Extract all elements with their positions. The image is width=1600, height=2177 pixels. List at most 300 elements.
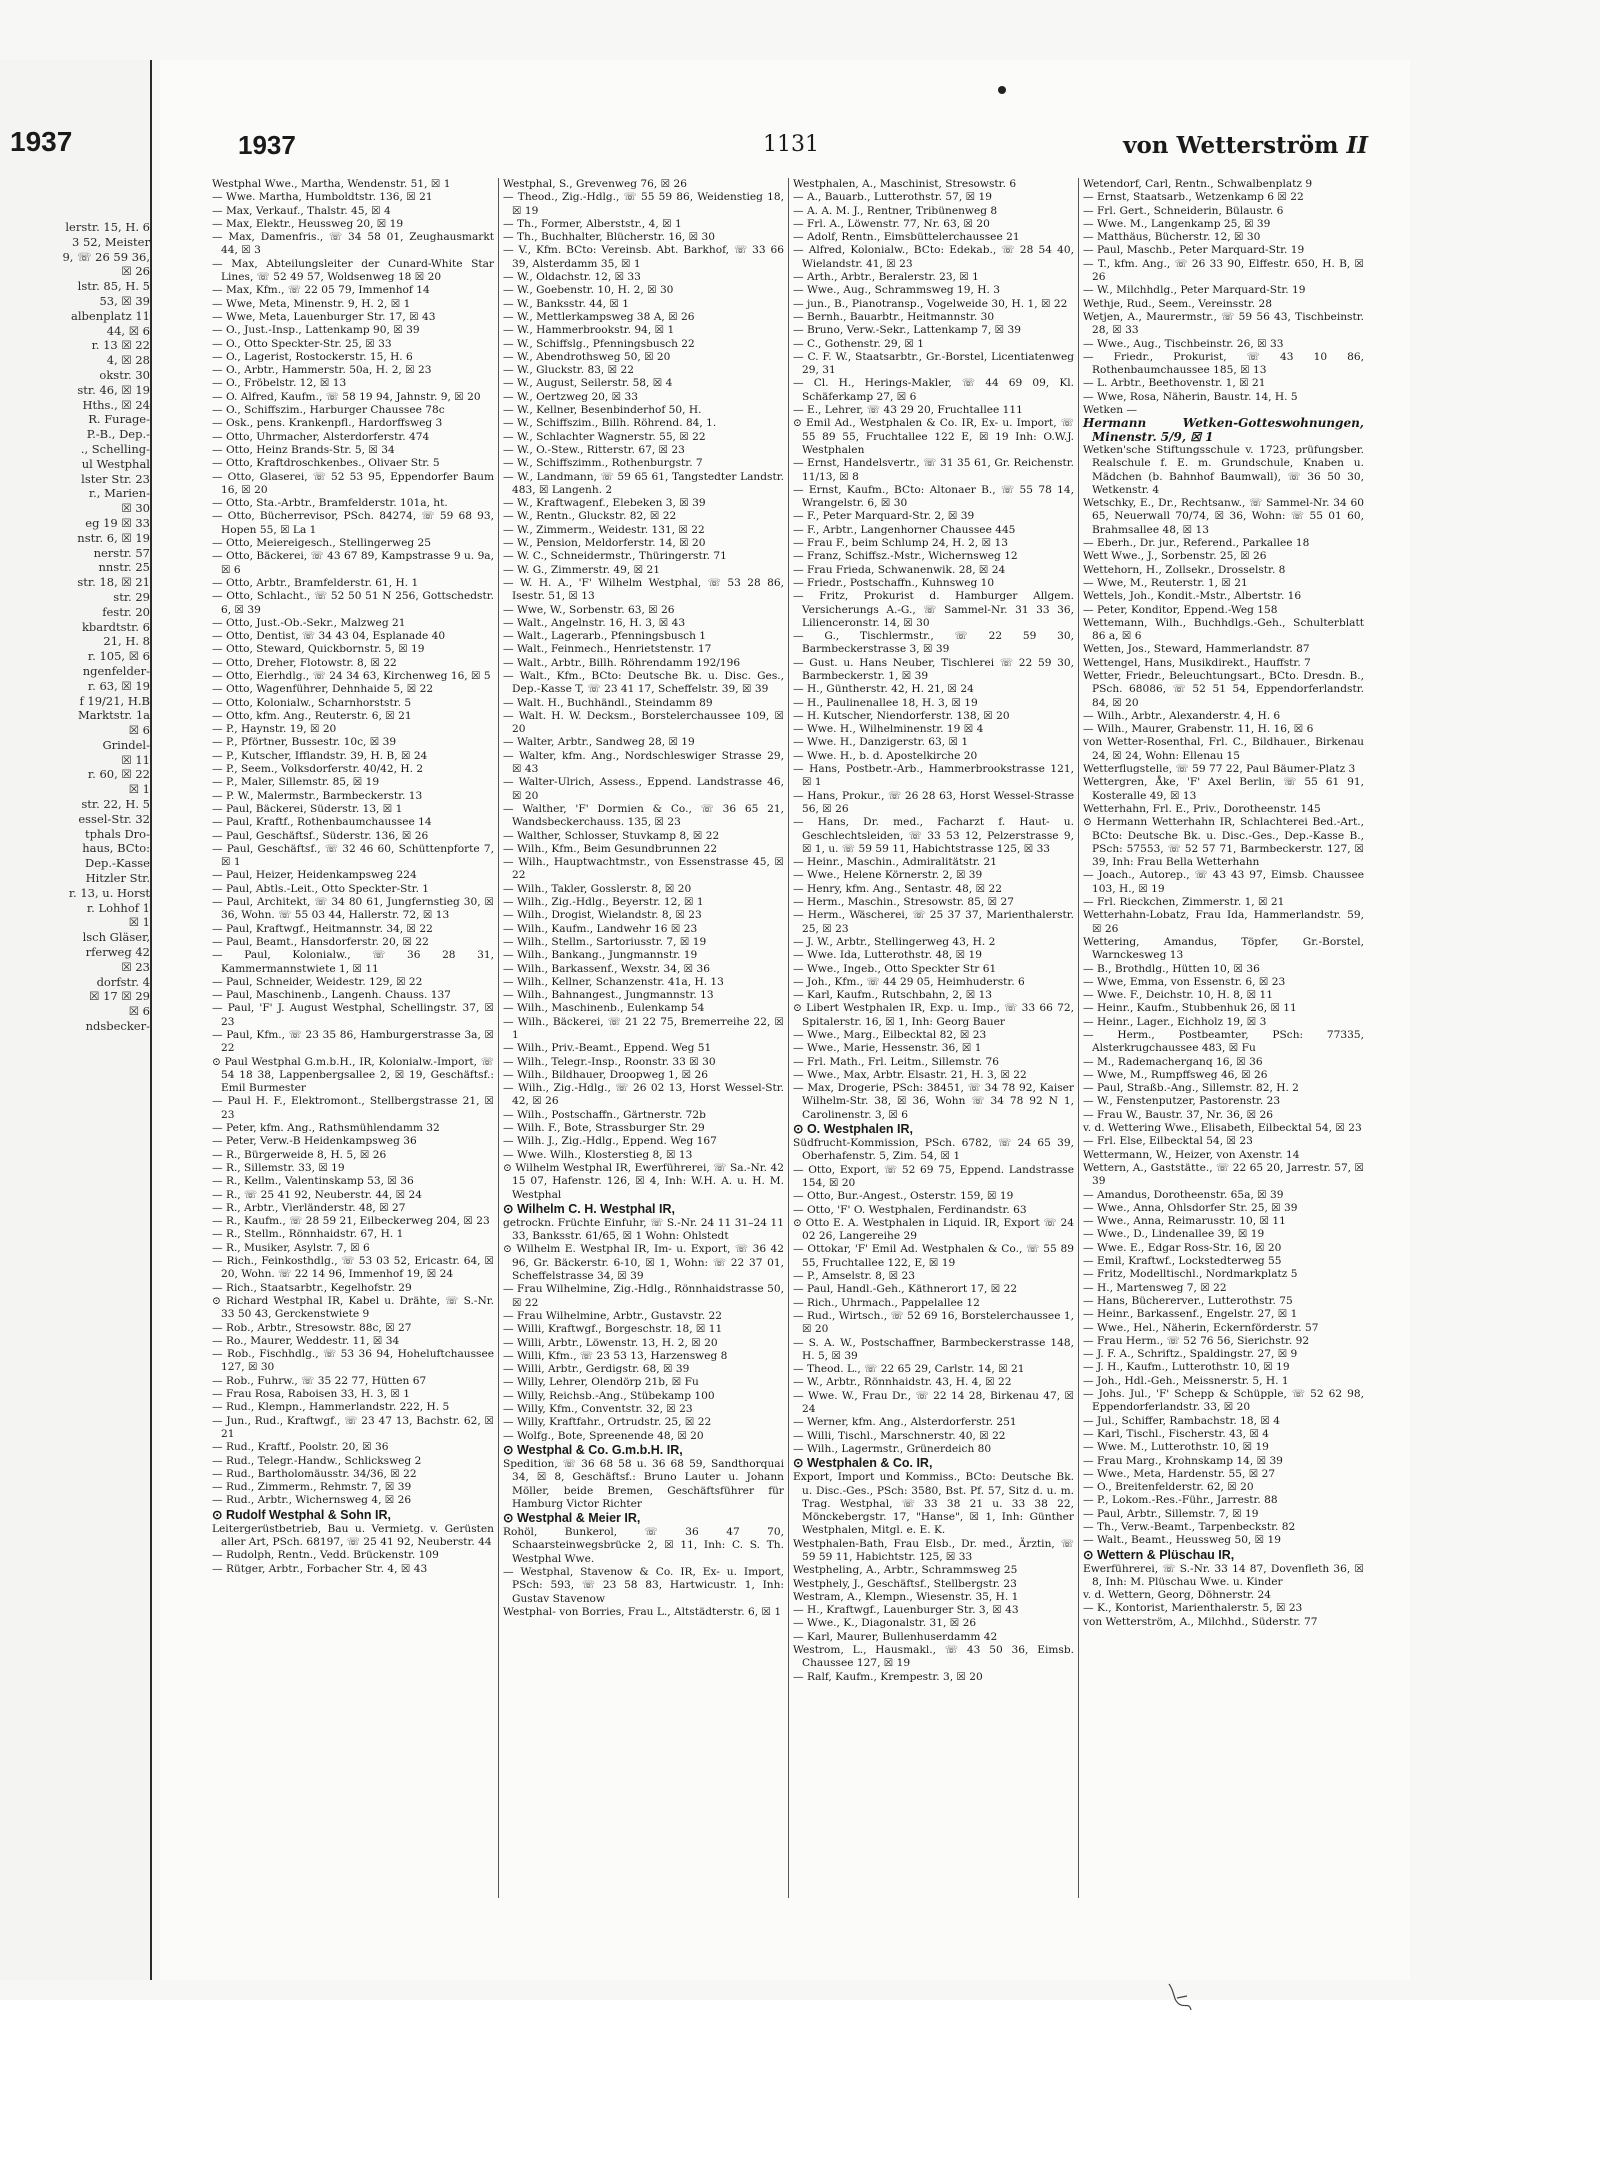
directory-entry: — O., Lagerist, Rostockerstr. 15, H. 6 [212, 350, 413, 363]
directory-entry: — J. H., Kaufm., Lutterothstr. 10, ☒ 19 [1083, 1361, 1290, 1374]
directory-entry: — Walter, Arbtr., Sandweg 28, ☒ 19 [503, 736, 695, 749]
directory-entry: — Wwe., D., Lindenallee 39, ☒ 19 [1083, 1228, 1265, 1241]
directory-column [498, 178, 788, 1898]
directory-entry: — Paul, Abtls.-Leit., Otto Speckter-Str. 1 [212, 882, 430, 895]
directory-entry: — Wilh. J., Zig.-Hdlg., Eppend. Weg 167 [503, 1135, 717, 1148]
directory-entry: — R., Kaufm., ☏ 28 59 21, Eilbeckerweg 204, ☒ 23 [212, 1215, 490, 1228]
directory-entry: — Bernh., Bauarbtr., Heitmannstr. 30 [793, 310, 995, 323]
directory-entry: — W., Mettlerkampsweg 38 A, ☒ 26 [503, 310, 695, 323]
directory-entry: Südfrucht-Kommission, PSch. 6782, ☏ 24 65 39, Oberhafenstr. 5, Zim. 54, ☒ 1 [793, 1137, 1074, 1163]
directory-entry: — Rich., Uhrmach., Pappelallee 12 [793, 1296, 980, 1309]
directory-entry: — F., Arbtr., Langenhorner Chaussee 445 [793, 523, 1016, 536]
directory-entry: — Peter, Konditor, Eppend.-Weg 158 [1083, 603, 1278, 616]
directory-entry: — Frl. Gert., Schneiderin, Bülaustr. 6 [1083, 204, 1284, 217]
directory-entry: Westphal- von Borries, Frau L., Altstädterstr. 6, ☒ 1 [503, 1605, 782, 1618]
directory-entry: — W., Gluckstr. 83, ☒ 22 [503, 364, 635, 377]
directory-entry: — R., Stellm., Rönnhaidstr. 67, H. 1 [212, 1228, 404, 1241]
directory-entry: — Rob., Fuhrw., ☏ 35 22 77, Hütten 67 [212, 1374, 427, 1387]
directory-entry: Westpheling, A., Arbtr., Schrammsweg 25 [793, 1564, 1018, 1577]
directory-entry: Wetterflugstelle, ☏ 59 77 22, Paul Bäumer-Platz 3 [1083, 763, 1356, 776]
directory-entry: — Rud., Wirtsch., ☏ 52 69 16, Borstelerchaussee 1, ☒ 20 [793, 1309, 1074, 1336]
directory-entry: — Wilh., Kaufm., Landwehr 16 ☒ 23 [503, 922, 698, 935]
directory-entry: getrockn. Früchte Einfuhr, ☏ S.-Nr. 24 11 31–24 11 33, Banksstr. 61/65, ☒ 1 Wohn: Ohlstedt [503, 1216, 784, 1243]
directory-entry: — Frau Herm., ☏ 52 76 56, Sierichstr. 92 [1083, 1334, 1310, 1347]
page-range-heading [1123, 132, 1368, 159]
directory-entry: — Paul, Kraftwgf., Heitmannstr. 34, ☒ 22 [212, 922, 433, 935]
left-page-line: r. 13 ☒ 22 [91, 338, 150, 353]
directory-entry: Wethje, Rud., Seem., Vereinsstr. 28 [1083, 297, 1273, 310]
directory-entry: — Walt., Beamt., Heussweg 50, ☒ 19 [1083, 1534, 1282, 1547]
left-page-line: P.-B., Dep.- [86, 427, 150, 442]
directory-entry: — Wilh., Hauptwachtmstr., von Essenstrasse 45, ☒ 22 [503, 856, 784, 882]
left-page-line: r., Marien- [88, 486, 150, 501]
directory-entry: — Frau F., beim Schlump 24, H. 2, ☒ 13 [793, 537, 1008, 550]
directory-entry: — Ottokar, 'F' Emil Ad. Westphalen & Co., ☏ 55 89 55, Fruchtallee 122, E, ☒ 19 [793, 1243, 1074, 1269]
directory-entry: Wett Wwe., J., Sorbenstr. 25, ☒ 26 [1083, 550, 1267, 563]
directory-entry: — W., Arbtr., Rönnhaidstr. 43, H. 4, ☒ 22 [793, 1376, 1012, 1389]
directory-entry: — O., Fröbelstr. 12, ☒ 13 [212, 377, 347, 390]
directory-entry: — Rud., Arbtr., Wichernsweg 4, ☒ 26 [212, 1494, 412, 1507]
directory-entry: — Frau Wilhelmine, Arbtr., Gustavstr. 22 [503, 1309, 722, 1322]
directory-entry: — Jun., Rud., Kraftwgf., ☏ 23 47 13, Bachstr. 62, ☒ 21 [212, 1414, 494, 1440]
directory-entry: — Peter, kfm. Ang., Rathsmühlendamm 32 [212, 1122, 440, 1135]
left-page-line: festr. 20 [102, 604, 150, 619]
directory-entry: — Cl. H., Herings-Makler, ☏ 44 69 09, Kl. Schäferkamp 27, ☒ 6 [793, 377, 1074, 403]
directory-entry: — Otto, 'F' O. Westphalen, Ferdinandstr. 63 [793, 1203, 1027, 1216]
directory-entry: — Heinr., Maschin., Admiralitätstr. 21 [793, 856, 998, 869]
directory-entry: — Rud., Zimmerm., Rehmstr. 7, ☒ 39 [212, 1481, 412, 1494]
left-page-line: str. 46, ☒ 19 [77, 382, 150, 397]
left-page-line: nnstr. 25 [98, 560, 150, 575]
left-page-line: Dep.-Kasse [85, 856, 150, 871]
directory-entry: — F., Peter Marquard-Str. 2, ☒ 39 [793, 510, 975, 523]
directory-entry: — J. F. A., Schriftz., Spaldingstr. 27, ☒ 9 [1083, 1348, 1298, 1361]
directory-entry: — W., Rentn., Gluckstr. 82, ☒ 22 [503, 510, 677, 523]
directory-entry: — R., Kellm., Valentinskamp 53, ☒ 36 [212, 1175, 414, 1188]
directory-entry: — Wwe., Helene Körnerstr. 2, ☒ 39 [793, 869, 983, 882]
directory-entry: — Paul H. F., Elektromont., Stellbergstrasse 21, ☒ 23 [212, 1095, 494, 1121]
directory-entry: — M., Rademacherganq 16, ☒ 36 [1083, 1055, 1263, 1068]
left-page-line: Hitzler Str. [85, 871, 150, 886]
directory-entry: — Wwe., Marg., Eilbecktal 82, ☒ 23 [793, 1029, 987, 1041]
directory-entry: — Willi, Kraftwgf., Borgeschstr. 18, ☒ 11 [503, 1323, 723, 1336]
directory-entry: — Heinr., Lager., Eichholz 19, ☒ 3 [1083, 1015, 1267, 1028]
directory-entry: — P., Seem., Volksdorferstr. 40/42, H. 2 [212, 763, 424, 776]
directory-entry: ⊙ Paul Westphal G.m.b.H., IR, Kolonialw.-Import, ☏ 54 18 38, Lappenbergsallee 2, ☒ 19, Geschäftsf.: Emil Burmester [212, 1055, 494, 1095]
firm-entry: ⊙ Wettern & Plüschau IR, [1083, 1547, 1235, 1562]
directory-entry: — Max, Kfm., ☏ 22 05 79, Immenhof 14 [212, 284, 430, 297]
left-page-line: 21, H. 8 [103, 634, 150, 649]
directory-entry: Westrom, L., Hausmakl., ☏ 43 50 36, Eimsb. Chaussee 127, ☒ 19 [793, 1644, 1074, 1670]
directory-entry: — Wilh., Zig.-Hdlg., ☏ 26 02 13, Horst Wessel-Str. 42, ☒ 26 [503, 1082, 784, 1108]
directory-entry: — Walt., Arbtr., Billh. Röhrendamm 192/196 [503, 656, 741, 669]
directory-entry: Wettermann, W., Heizer, von Axenstr. 14 [1083, 1148, 1300, 1161]
directory-entry: — Paul, Maschinenb., Langenh. Chauss. 137 [212, 989, 451, 1002]
directory-entry: — Wwe. E., Edgar Ross-Str. 16, ☒ 20 [1083, 1241, 1282, 1254]
directory-entry: — Arth., Arbtr., Beralerstr. 23, ☒ 1 [793, 271, 979, 284]
directory-entry: — Emil, Kraftwf., Lockstedterweg 55 [1083, 1255, 1282, 1268]
directory-entry: — Wilh., Arbtr., Alexanderstr. 4, H. 6 [1083, 709, 1281, 722]
directory-entry: — Rich., Staatsarbtr., Kegelhofstr. 29 [212, 1281, 412, 1294]
directory-entry: — Wwe. M., Lutterothstr. 10, ☒ 19 [1083, 1441, 1269, 1454]
directory-entry: — Wilh., Takler, Gosslerstr. 8, ☒ 20 [503, 882, 692, 895]
directory-entry: — Willy, Kfm., Conventstr. 32, ☒ 23 [503, 1403, 693, 1416]
directory-entry: v. d. Wettering Wwe., Elisabeth, Eilbecktal 54, ☒ 23 [1083, 1122, 1362, 1135]
directory-entry: — Paul, Kolonialw., ☏ 36 28 31, Kammermannstwiete 1, ☒ 11 [212, 949, 494, 975]
directory-entry: — Walt. H. W. Decksm., Borstelerchaussee 109, ☒ 20 [503, 709, 784, 736]
firm-entry: ⊙ Westphal & Meier IR, [503, 1511, 641, 1526]
directory-entry: — P., Amselstr. 8, ☒ 23 [793, 1270, 915, 1283]
directory-entry: — Paul, Kraftf., Rothenbaumchaussee 14 [212, 816, 432, 829]
directory-entry: — Theod. L., ☏ 22 65 29, Carlstr. 14, ☒ 21 [793, 1363, 1025, 1376]
directory-entry: — Alfred, Kolonialw., BCto: Edekab., ☏ 28 54 40, Wielandstr. 41, ☒ 23 [793, 244, 1074, 270]
directory-entry: — Hans, Postbetr.-Arb., Hammerbrookstrasse 121, ☒ 1 [793, 763, 1074, 789]
directory-entry: — R., Bürgerweide 8, H. 5, ☒ 26 [212, 1148, 387, 1161]
directory-entry: — Paul, Straßb.-Ang., Sillemstr. 82, H. 2 [1083, 1082, 1299, 1095]
directory-entry: — Eberh., Dr. jur., Referend., Parkallee 18 [1083, 537, 1310, 550]
directory-entry: Westphalen-Bath, Frau Elsb., Dr. med., Ärztin, ☏ 59 59 11, Habichtstr. 125, ☒ 33 [793, 1537, 1074, 1563]
left-page-fragment [0, 60, 152, 1980]
directory-entry: — Karl, Kaufm., Rutschbahn, 2, ☒ 13 [793, 989, 993, 1002]
left-page-line: rferweg 42 [85, 945, 150, 960]
directory-entry: — H., Güntherstr. 42, H. 21, ☒ 24 [793, 683, 974, 696]
pencil-mark-icon [1165, 1980, 1195, 2016]
left-page-year: 1937 [10, 126, 73, 157]
left-page-line: ngenfelder- [82, 663, 150, 678]
directory-entry: — Fritz, Prokurist d. Hamburger Allgem. Versicherungs A.-G., ☏ Sammel-Nr. 31 33 36, Lilienceronstr. 14, ☒ 30 [793, 590, 1074, 629]
directory-entry: Hermann Wetken-Gotteswohnungen, Minenstr. 5/9, ☒ 1 [1083, 416, 1364, 444]
directory-entry: — Walt., Angelnstr. 16, H. 3, ☒ 43 [503, 616, 686, 629]
directory-entry: — Otto, Sta.-Arbtr., Bramfelderstr. 101a, ht. [212, 497, 448, 510]
directory-entry: — Ro., Maurer, Weddestr. 11, ☒ 34 [212, 1334, 400, 1347]
directory-entry: — Joh., Kfm., ☏ 44 29 05, Heimhuderstr. 6 [793, 975, 1025, 988]
directory-entry: — Paul, Geschäftsf., Süderstr. 136, ☒ 26 [212, 829, 429, 842]
directory-entry: — Otto, kfm. Ang., Reuterstr. 6, ☒ 21 [212, 709, 412, 722]
directory-entry: — W. C., Schneidermstr., Thüringerstr. 71 [503, 550, 727, 563]
directory-entry: — Frl. Rieckchen, Zimmerstr. 1, ☒ 21 [1083, 896, 1285, 909]
directory-entry: — Max, Abteilungsleiter der Cunard-White Star Lines, ☏ 52 49 57, Woldsenweg 18 ☒ 20 [212, 257, 494, 284]
directory-entry: — Paul, Bäckerei, Süderstr. 13, ☒ 1 [212, 802, 403, 815]
firm-entry: ⊙ Wilhelm C. H. Westphal IR, [503, 1201, 675, 1216]
directory-entry: — W., Kellner, Besenbinderhof 50, H. [503, 404, 702, 417]
left-page-line: ., Schelling- [80, 441, 150, 456]
directory-entry: — Willi, Arbtr., Gerdigstr. 68, ☒ 39 [503, 1363, 690, 1376]
directory-entry: — V., Kfm. BCto: Vereinsb. Abt. Barkhof, ☏ 33 66 39, Alsterdamm 35, ☒ 1 [503, 244, 784, 270]
directory-entry: — Herm., Maschin., Stresowstr. 85, ☒ 27 [793, 896, 1014, 909]
directory-entry: — C. F. W., Staatsarbtr., Gr.-Borstel, Licentiatenweg 29, 31 [793, 350, 1074, 377]
directory-entry: — Wwe, Meta, Lauenburger Str. 17, ☒ 43 [212, 310, 436, 323]
directory-entry: — Rütger, Arbtr., Forbacher Str. 4, ☒ 43 [212, 1562, 428, 1575]
directory-entry: — Johs. Jul., 'F' Schepp & Schüpple, ☏ 52 62 98, Eppendorferlandstr. 33, ☒ 20 [1083, 1388, 1364, 1414]
directory-entry: — Ralf, Kaufm., Krempestr. 3, ☒ 20 [793, 1670, 983, 1683]
directory-entry: — Wwe., Marie, Hessenstr. 36, ☒ 1 [793, 1042, 982, 1055]
directory-entry: — Th., Verw.-Beamt., Tarpenbeckstr. 82 [1083, 1520, 1296, 1533]
directory-entry: Wettering, Amandus, Töpfer, Gr.-Borstel, Warnckesweg 13 [1083, 935, 1364, 962]
directory-entry: — Otto, Steward, Quickbornstr. 5, ☒ 19 [212, 643, 425, 656]
directory-entry: — Friedr., Postschaffn., Kuhnsweg 10 [793, 576, 995, 589]
directory-entry: — R., ☏ 25 41 92, Neuberstr. 44, ☒ 24 [212, 1188, 422, 1201]
directory-entry: — Paul, Arbtr., Sillemstr. 7, ☒ 19 [1083, 1507, 1259, 1520]
left-page-line: haus, BCto: [82, 841, 150, 856]
directory-entry: — Otto, Kraftdroschkenbes., Olivaer Str. 5 [212, 457, 440, 470]
directory-entry: — Wwe, W., Sorbenstr. 63, ☒ 26 [503, 603, 675, 616]
directory-entry: — Th., Former, Alberststr., 4, ☒ 1 [503, 217, 682, 230]
directory-entry: Wetter, Friedr., Beleuchtungsart., BCto. Dresdn. B., PSch. 68086, ☏ 52 51 54, Eppendorferlandstr. 84, ☒ 20 [1083, 669, 1364, 709]
directory-entry: — A., Bauarb., Lutterothstr. 57, ☒ 19 [793, 191, 992, 204]
left-page-line: ☒ 6 [128, 723, 150, 738]
directory-entry: — Walter-Ulrich, Assess., Eppend. Landstrasse 46, ☒ 20 [503, 776, 784, 802]
directory-entry: — O., Just.-Insp., Lattenkamp 90, ☒ 39 [212, 324, 420, 337]
directory-entry: — P., Kutscher, Ifflandstr. 39, H. B, ☒ 24 [212, 749, 428, 762]
directory-entry: — Otto, Bäckerei, ☏ 43 67 89, Kampstrasse 9 u. 9a, ☒ 6 [212, 550, 494, 576]
directory-entry: von Wetterström, A., Milchhd., Süderstr. 77 [1083, 1615, 1318, 1628]
directory-entry: — G., Tischlermstr., ☏ 22 59 30, Barmbeckerstrasse 3, ☒ 39 [793, 630, 1074, 656]
directory-entry: — Walt., Feinmech., Henrietstenstr. 17 [503, 643, 712, 656]
directory-entry: — Wilh., Stellm., Sartoriusstr. 7, ☒ 19 [503, 935, 707, 948]
directory-entry: — Wilh., Bahnangest., Jungmannstr. 13 [503, 989, 714, 1002]
directory-entry: — H., Kraftwgf., Lauenburger Str. 3, ☒ 43 [793, 1604, 1019, 1617]
directory-entry: ⊙ Otto E. A. Westphalen in Liquid. IR, Export ☏ 24 02 26, Langereihe 29 [793, 1216, 1074, 1243]
directory-entry: — Adolf, Rentn., Eimsbüttelerchaussee 21 [793, 231, 1020, 244]
directory-entry: — Otto, Export, ☏ 52 69 75, Eppend. Landstrasse 154, ☒ 20 [793, 1163, 1074, 1189]
directory-entry: — Theod., Zig.-Hdlg., ☏ 55 59 86, Weidenstieg 18, ☒ 19 [503, 191, 784, 217]
directory-entry: — Jul., Schiffer, Rambachstr. 18, ☒ 4 [1083, 1414, 1280, 1427]
directory-entry: — Max, Drogerie, PSch: 38451, ☏ 34 78 92, Kaiser Wilhelm-Str. 38, ☒ 36, Wohn ☏ 34 78 92 N 1, Carolinenstr. 3, ☒ 6 [793, 1082, 1074, 1121]
directory-entry: — Rob., Fischhdlg., ☏ 53 36 94, Hoheluftchaussee 127, ☒ 30 [212, 1348, 494, 1374]
directory-entry: — H. Kutscher, Niendorferstr. 138, ☒ 20 [793, 709, 1010, 722]
left-page-line: ndsbecker- [85, 1019, 150, 1034]
directory-entry: — Wwe., K., Diagonalstr. 31, ☒ 26 [793, 1617, 977, 1630]
left-page-line: str. 22, H. 5 [81, 797, 150, 812]
directory-entry: — Paul, Heizer, Heidenkampsweg 224 [212, 869, 417, 882]
directory-entry: — O. Alfred, Kaufm., ☏ 58 19 94, Jahnstr. 9, ☒ 20 [212, 390, 481, 403]
directory-entry: Rohöl, Bunkerol, ☏ 36 47 70, Schaarsteinwegsbrücke 2, ☒ 11, Inh: C. S. Th. Westphal Wwe. [503, 1526, 784, 1565]
directory-page [160, 60, 1410, 1980]
left-page-line: lsch Gläser, [82, 930, 150, 945]
directory-entry: ⊙ Emil Ad., Westphalen & Co. IR, Ex- u. Import, ☏ 55 89 55, Fruchtallee 122 E, ☒ 19 Inh: O.W.J. Westphalen [793, 417, 1074, 456]
left-page-line: albenplatz 11 [71, 308, 150, 323]
directory-entry: Westphely, J., Geschäftsf., Stellbergstr. 23 [793, 1577, 1017, 1590]
directory-entry: — E., Lehrer, ☏ 43 29 20, Fruchtallee 111 [793, 404, 1023, 417]
left-page-line: Grindel- [102, 737, 150, 752]
directory-entry: — W., Hammerbrookstr. 94, ☒ 1 [503, 324, 675, 337]
directory-entry: — Wwe, Meta, Minenstr. 9, H. 2, ☒ 1 [212, 297, 411, 310]
directory-entry: — O., Breitenfelderstr. 62, ☒ 20 [1083, 1481, 1254, 1494]
directory-entry: Wettehorn, H., Zollsekr., Drosselstr. 8 [1083, 563, 1286, 576]
directory-entry: Wetken'sche Stiftungsschule v. 1723, prüfungsber. Realschule f. E. m. Grundschule, Knaben u. Mädchen (b. Bahnhof Baumwall), ☏ 36 50 30, Wetkenstr. 4 [1083, 443, 1364, 496]
directory-entry: — Otto, Meiereigesch., Stellingerweg 25 [212, 537, 431, 550]
directory-columns [208, 178, 1368, 1898]
directory-entry: — Frau Marg., Krohnskamp 14, ☒ 39 [1083, 1454, 1283, 1467]
directory-entry: Ewerführerei, ☏ S.-Nr. 33 14 87, Dovenfleth 36, ☒ 8, Inh: M. Plüschau Wwe. u. Kinder [1083, 1562, 1364, 1588]
directory-entry: — W. G., Zimmerstr. 49, ☒ 21 [503, 563, 660, 576]
directory-entry: — Ernst, Staatsarb., Wetzenkamp 6 ☒ 22 [1083, 191, 1304, 204]
directory-entry: — Paul, Architekt, ☏ 34 80 61, Jungfernstieg 30, ☒ 36, Wohn. ☏ 55 03 44, Hallerstr. 72, ☒ 13 [212, 896, 494, 922]
directory-entry: — Otto, Just.-Ob.-Sekr., Malzweg 21 [212, 616, 406, 629]
left-page-line: ☒ 11 [121, 752, 150, 767]
left-page-line: Hths., ☒ 24 [82, 397, 150, 412]
directory-entry: Wetjen, A., Maurermstr., ☏ 59 56 43, Tischbeinstr. 28, ☒ 33 [1083, 310, 1364, 337]
left-page-line: eg 19 ☒ 33 [85, 515, 150, 530]
directory-entry: — Karl, Maurer, Bullenhuserdamm 42 [793, 1630, 998, 1643]
directory-entry: — Friedr., Prokurist, ☏ 43 10 86, Rothenbaumchaussee 185, ☒ 13 [1083, 350, 1364, 377]
directory-entry: — Otto, Bur.-Angest., Osterstr. 159, ☒ 19 [793, 1190, 1014, 1203]
directory-entry: — J. W., Arbtr., Stellingerweg 43, H. 2 [793, 935, 996, 948]
directory-entry: — W., Zimmerm., Weidestr. 131, ☒ 22 [503, 523, 705, 536]
directory-entry: — Joach., Autorep., ☏ 43 43 97, Eimsb. Chaussee 103, H., ☒ 19 [1083, 869, 1364, 895]
directory-entry: — Otto, Wagenführer, Dehnhaide 5, ☒ 22 [212, 683, 434, 696]
directory-entry: — Matthäus, Bücherstr. 12, ☒ 30 [1083, 231, 1261, 244]
directory-entry: — R., Sillemstr. 33, ☒ 19 [212, 1161, 345, 1174]
directory-entry: — W. H. A., 'F' Wilhelm Westphal, ☏ 53 28 86, Isestr. 51, ☒ 13 [503, 576, 784, 603]
directory-entry: — Wwe., Hel., Näherin, Eckernförderstr. 57 [1083, 1321, 1319, 1334]
page-range-text: von Wetterström [1123, 132, 1339, 159]
directory-entry: — Wwe, M., Reuterstr. 1, ☒ 21 [1083, 576, 1248, 589]
directory-entry: Westram, A., Klempn., Wiesenstr. 35, H. 1 [793, 1590, 1019, 1603]
directory-entry: — A. A. M. J., Rentner, Tribünenweg 8 [793, 204, 998, 217]
directory-entry: — W., Milchhdlg., Peter Marquard-Str. 19 [1083, 284, 1306, 297]
directory-entry: — Otto, Dentist, ☏ 34 43 04, Esplanade 40 [212, 630, 446, 643]
directory-entry: — jun., B., Pianotransp., Vogelweide 30, H. 1, ☒ 22 [793, 297, 1068, 310]
directory-entry: — Herm., Wäscherei, ☏ 25 37 37, Marienthalerstr. 25, ☒ 23 [793, 909, 1074, 935]
directory-entry: — Willi, Tischl., Marschnerstr. 40, ☒ 22 [793, 1429, 1006, 1442]
directory-entry: — Otto, Eierhdlg., ☏ 24 34 63, Kirchenweg 16, ☒ 5 [212, 669, 491, 682]
left-page-line: 3 52, Meister [71, 234, 150, 249]
left-page-line: Marktstr. 1a [78, 708, 150, 723]
directory-entry: — K., Kontorist, Marienthalerstr. 5, ☒ 23 [1083, 1602, 1303, 1615]
directory-entry: — Amandus, Dorotheenstr. 65a, ☒ 39 [1083, 1188, 1284, 1201]
directory-entry: — P., Haynstr. 19, ☒ 20 [212, 723, 337, 736]
directory-column [1078, 178, 1368, 1898]
left-page-line: ☒ 1 [128, 915, 150, 930]
directory-entry: — Otto, Heinz Brands-Str. 5, ☒ 34 [212, 443, 395, 456]
directory-entry: — Gust. u. Hans Neuber, Tischlerei ☏ 22 59 30, Barmbeckerstr. 1, ☒ 39 [793, 656, 1074, 682]
directory-entry: ⊙ Libert Westphalen IR, Exp. u. Imp., ☏ 33 66 72, Spitalerstr. 16, ☒ 1, Inh: Georg Bauer [793, 1002, 1074, 1028]
directory-entry: — Walt. H., Buchhändl., Steindamm 89 [503, 696, 713, 709]
left-page-line: lstr. 85, H. 5 [77, 279, 150, 294]
directory-entry: — Wolfg., Bote, Spreenende 48, ☒ 20 [503, 1429, 704, 1442]
directory-entry: — Wilh., Maschinenb., Eulenkamp 54 [503, 1002, 705, 1015]
directory-entry: — Wilh. F., Bote, Strassburger Str. 29 [503, 1122, 705, 1135]
directory-entry: Westphal, S., Grevenweg 76, ☒ 26 [503, 178, 687, 190]
directory-entry: — W., Banksstr. 44, ☒ 1 [503, 297, 630, 310]
directory-entry: — P. W., Malermstr., Barmbeckerstr. 13 [212, 789, 423, 802]
left-page-line: 9, ☏ 26 59 36, [62, 249, 150, 264]
directory-column [208, 178, 498, 1898]
left-page-line: ☒ 1 [128, 782, 150, 797]
directory-entry: ⊙ Wilhelm E. Westphal IR, Im- u. Export, ☏ 36 42 96, Gr. Bäckerstr. 6-10, ☒ 1, Wohn: ☏ 22 37 01, Scheffelstrasse 34, ☒ 39 [503, 1243, 784, 1283]
page-range-suffix: II [1346, 132, 1368, 159]
directory-entry: Leitergerüstbetrieb, Bau u. Vermietg. v. Gerüsten aller Art, PSch. 68197, ☏ 25 41 92, Neuberstr. 44 [212, 1522, 494, 1548]
directory-entry: — W., Schlachter Wagnerstr. 55, ☒ 22 [503, 430, 706, 443]
directory-entry: — O., Arbtr., Hammerstr. 50a, H. 2, ☒ 23 [212, 364, 432, 377]
directory-entry: — Frau W., Baustr. 37, Nr. 36, ☒ 26 [1083, 1108, 1273, 1121]
directory-entry: Wetken — [1083, 404, 1138, 417]
directory-entry: — Wwe, Rosa, Näherin, Baustr. 14, H. 5 [1083, 390, 1298, 403]
directory-entry: ⊙ Hermann Wetterhahn IR, Schlachterei Bed.-Art., BCto: Deutsche Bk. u. Disc.-Ges., Dep.-Kasse B., PSch: 57553, ☏ 52 57 71, Barmbeckerstr. 127, ☒ 39, Inh: Frau Bella Wetterhahn [1083, 816, 1364, 869]
directory-entry: — Wwe. W., Frau Dr., ☏ 22 14 28, Birkenau 47, ☒ 24 [793, 1389, 1074, 1416]
directory-entry: — Max, Verkauf., Thalstr. 45, ☒ 4 [212, 204, 391, 217]
directory-entry: — Wilh., Bankang., Jungmannstr. 19 [503, 949, 698, 962]
directory-entry: — B., Brothdlg., Hütten 10, ☒ 36 [1083, 962, 1260, 975]
directory-entry: Westphalen, A., Maschinist, Stresowstr. 6 [793, 178, 1017, 190]
directory-entry: — Frau Frieda, Schwanenwik. 28, ☒ 24 [793, 563, 1006, 576]
directory-entry: — W., Kraftwagenf., Elebeken 3, ☒ 39 [503, 497, 706, 510]
directory-entry: — O., Schiffszim., Harburger Chaussee 78c [212, 404, 445, 417]
ink-dot [998, 86, 1006, 94]
directory-entry: — O., Otto Speckter-Str. 25, ☒ 33 [212, 337, 392, 350]
directory-entry: Wetterhahn-Lobatz, Frau Ida, Hammerlandstr. 59, ☒ 26 [1083, 909, 1364, 935]
directory-entry: — Max, Damenfris., ☏ 34 58 01, Zeughausmarkt 44, ☒ 3 [212, 231, 494, 257]
directory-entry: — Rud., Telegr.-Handw., Schlicksweg 2 [212, 1454, 422, 1467]
directory-entry: — Joh., Hdl.-Geh., Meissnerstr. 5, H. 1 [1083, 1374, 1289, 1387]
directory-entry: — Wilh., Zig.-Hdlg., Beyerstr. 12, ☒ 1 [503, 896, 704, 909]
directory-entry: — W., Pension, Meldorferstr. 14, ☒ 20 [503, 537, 706, 550]
directory-entry: Wetschky, E., Dr., Rechtsanw., ☏ Sammel-Nr. 34 60 65, Neuerwall 70/74, ☒ 36, Wohn: ☏ 55 01 60, Brahmsallee 48, ☒ 13 [1083, 497, 1364, 536]
directory-entry: — R., Musiker, Asylstr. 7, ☒ 6 [212, 1241, 370, 1254]
directory-entry: — Walther, 'F' Dormien & Co., ☏ 36 65 21, Wandsbeckerchauss. 135, ☒ 23 [503, 802, 784, 829]
directory-entry: — Willy, Kraftfahr., Ortrudstr. 25, ☒ 22 [503, 1416, 712, 1429]
left-page-line: dorfstr. 4 [96, 974, 150, 989]
directory-entry: — Frl. Else, Eilbecktal 54, ☒ 23 [1083, 1135, 1253, 1148]
directory-entry: — Otto, Kolonialw., Scharnhorststr. 5 [212, 696, 412, 709]
directory-entry: — Rudolph, Rentn., Vedd. Brückenstr. 109 [212, 1549, 439, 1562]
directory-entry: ⊙ Wilhelm Westphal IR, Ewerführerei, ☏ Sa.-Nr. 42 15 07, Hafenstr. 126, ☒ 4, Inh: W.H. A. u. H. M. Westphal [503, 1161, 784, 1201]
directory-entry: — Wilh., Kfm., Beim Gesundbrunnen 22 [503, 842, 718, 855]
directory-entry: — Otto, Schlacht., ☏ 52 50 51 N 256, Gottschedstr. 6, ☒ 39 [212, 590, 494, 616]
page-year: 1937 [238, 130, 296, 160]
directory-entry: — H., Paulinenallee 18, H. 3, ☒ 19 [793, 696, 978, 709]
directory-entry: — Wwe., Aug., Tischbeinstr. 26, ☒ 33 [1083, 337, 1284, 350]
directory-entry: — H., Martensweg 7, ☒ 22 [1083, 1281, 1227, 1294]
left-page-line: essel-Str. 32 [78, 811, 150, 826]
firm-entry: ⊙ Westphal & Co. G.m.b.H. IR, [503, 1442, 683, 1457]
directory-entry: ⊙ Richard Westphal IR, Kabel u. Drähte, ☏ S.-Nr. 33 50 43, Gerckenstwiete 9 [212, 1294, 494, 1321]
directory-entry: — Heinr., Barkassenf., Engelstr. 27, ☒ 1 [1083, 1308, 1298, 1321]
directory-entry: — Werner, kfm. Ang., Alsterdorferstr. 251 [793, 1416, 1017, 1429]
directory-entry: — Paul, Kfm., ☏ 23 35 86, Hamburgerstrasse 3a, ☒ 22 [212, 1029, 494, 1055]
directory-entry: — Karl, Tischl., Fischerstr. 43, ☒ 4 [1083, 1427, 1269, 1440]
directory-entry: — Wwe. Martha, Humboldtstr. 136, ☒ 21 [212, 191, 433, 204]
directory-entry: — Paul, Schneider, Weidestr. 129, ☒ 22 [212, 975, 423, 988]
directory-column [788, 178, 1078, 1898]
firm-entry: ⊙ Westphalen & Co. IR, [793, 1456, 933, 1471]
left-page-line: 53, ☒ 39 [99, 293, 150, 308]
directory-entry: — Wwe. H., b. d. Apostelkirche 20 [793, 749, 978, 762]
directory-entry: — Otto, Arbtr., Bramfelderstr. 61, H. 1 [212, 576, 419, 589]
directory-entry: — Wwe., Ingeb., Otto Speckter Str 61 [793, 962, 997, 975]
directory-entry: — Rud., Kraftf., Poolstr. 20, ☒ 36 [212, 1441, 389, 1454]
directory-entry: — Frau Wilhelmine, Zig.-Hdlg., Rönnhaidstrasse 50, ☒ 22 [503, 1283, 784, 1309]
left-page-line: R. Furage- [88, 412, 150, 427]
directory-entry: — W., Schiffslg., Pfenningsbusch 22 [503, 337, 695, 350]
directory-entry: — Bruno, Verw.-Sekr., Lattenkamp 7, ☒ 39 [793, 324, 1021, 337]
directory-entry: — Wwe. H., Danzigerstr. 63, ☒ 1 [793, 736, 969, 749]
left-page-line: ☒ 30 [121, 501, 150, 516]
directory-entry: — P., Maler, Sillemstr. 85, ☒ 19 [212, 776, 380, 789]
firm-entry: ⊙ Rudolf Westphal & Sohn IR, [212, 1507, 391, 1522]
directory-entry: Wetterhahn, Frl. E., Priv., Dorotheenstr. 145 [1083, 802, 1321, 815]
directory-entry: — Wilh., Bildhauer, Droopweg 1, ☒ 26 [503, 1068, 708, 1081]
directory-entry: — Wwe. Wilh., Klosterstieg 8, ☒ 13 [503, 1148, 693, 1161]
directory-entry: — Wwe, Emma, von Essenstr. 6, ☒ 23 [1083, 975, 1286, 988]
directory-entry: — Peter, Verw.-B Heidenkampsweg 36 [212, 1135, 417, 1148]
directory-entry: Wettergren, Åke, 'F' Axel Berlin, ☏ 55 61 91, Kosteralle 49, ☒ 13 [1083, 776, 1364, 802]
directory-entry: v. d. Wettern, Georg, Döhnerstr. 24 [1083, 1589, 1272, 1602]
left-page-line: f 19/21, H.B [79, 693, 150, 708]
directory-entry: — Hans, Büchererver., Lutterothstr. 75 [1083, 1294, 1293, 1307]
directory-entry: Wettern, A., Gaststätte., ☏ 22 65 20, Jarrestr. 57, ☒ 39 [1083, 1161, 1364, 1188]
